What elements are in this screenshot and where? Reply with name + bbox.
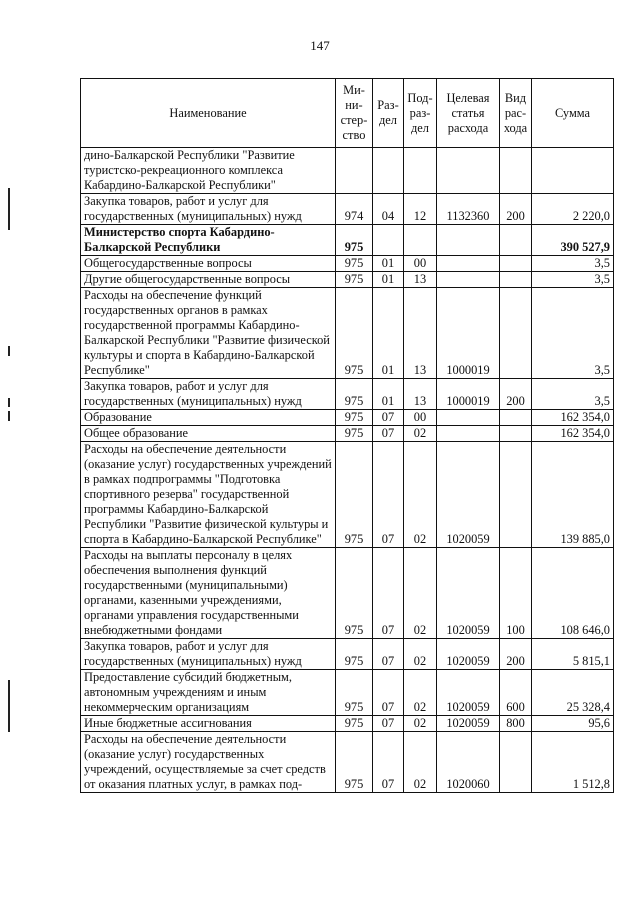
row-section: 07 (373, 410, 404, 426)
row-sum: 2 220,0 (532, 194, 614, 225)
row-name: дино-Балкарской Республики "Развитие туристско-рекреационного комплекса Кабардино-Балкарской Республики" (81, 148, 336, 194)
row-name: Расходы на обеспечение деятельности (оказание услуг) государственных учреждений, осуществляемые за счет средств от оказания платных услуг, в рамках под- (81, 732, 336, 793)
table-row (81, 670, 614, 716)
header-name: Наименование (81, 79, 336, 148)
table-row (81, 256, 614, 272)
row-section: 07 (373, 639, 404, 670)
row-target-article (437, 225, 500, 256)
row-sum: 108 646,0 (532, 548, 614, 639)
row-expense-kind: 100 (500, 548, 532, 639)
table-row (81, 272, 614, 288)
header-expense-kind: Вид рас- хода (500, 79, 532, 148)
row-subsection: 02 (404, 548, 437, 639)
row-subsection (404, 148, 437, 194)
row-subsection: 02 (404, 639, 437, 670)
row-subsection: 02 (404, 442, 437, 548)
header-sum: Сумма (532, 79, 614, 148)
row-target-article: 1132360 (437, 194, 500, 225)
row-name: Другие общегосударственные вопросы (81, 272, 336, 288)
row-section: 01 (373, 272, 404, 288)
row-ministry: 975 (336, 288, 373, 379)
row-subsection: 02 (404, 732, 437, 793)
table-row (81, 410, 614, 426)
row-sum: 3,5 (532, 272, 614, 288)
row-target-article (437, 272, 500, 288)
row-name: Образование (81, 410, 336, 426)
row-ministry: 975 (336, 426, 373, 442)
row-sum: 3,5 (532, 256, 614, 272)
table-row (81, 716, 614, 732)
scan-artifact-mark (8, 411, 10, 421)
row-expense-kind (500, 410, 532, 426)
row-subsection: 02 (404, 716, 437, 732)
row-section: 01 (373, 256, 404, 272)
row-subsection: 13 (404, 288, 437, 379)
table-row (81, 639, 614, 670)
row-target-article (437, 256, 500, 272)
page-number: 147 (310, 38, 330, 53)
table-row (81, 379, 614, 410)
row-name: Общегосударственные вопросы (81, 256, 336, 272)
row-target-article: 1020059 (437, 639, 500, 670)
row-sum: 3,5 (532, 379, 614, 410)
row-name: Закупка товаров, работ и услуг для государственных (муниципальных) нужд (81, 379, 336, 410)
header-section: Раз- дел (373, 79, 404, 148)
row-expense-kind (500, 256, 532, 272)
table-row (81, 732, 614, 793)
header-subsection: Под- раз- дел (404, 79, 437, 148)
row-name: Расходы на обеспечение деятельности (оказание услуг) государственных учреждений в рамках подпрограммы "Подготовка спортивного резерва" государственной программы Кабардино-Балкарской Республики "Развитие физической культуры и спорта в Кабардино-Балкарской Республике" (81, 442, 336, 548)
row-expense-kind: 600 (500, 670, 532, 716)
row-expense-kind: 200 (500, 639, 532, 670)
row-subsection (404, 225, 437, 256)
table-row (81, 426, 614, 442)
row-sum: 5 815,1 (532, 639, 614, 670)
row-ministry: 975 (336, 442, 373, 548)
row-expense-kind: 200 (500, 194, 532, 225)
row-section (373, 225, 404, 256)
row-ministry: 975 (336, 410, 373, 426)
row-sum: 162 354,0 (532, 410, 614, 426)
row-subsection: 00 (404, 256, 437, 272)
row-section: 01 (373, 379, 404, 410)
row-sum: 1 512,8 (532, 732, 614, 793)
table-row (81, 194, 614, 225)
row-section: 07 (373, 670, 404, 716)
row-target-article: 1000019 (437, 288, 500, 379)
row-name: Расходы на обеспечение функций государственных органов в рамках государственной программы Кабардино-Балкарской Республики "Развитие физической культуры и спорта в Кабардино-Балкарской Республике" (81, 288, 336, 379)
row-section: 07 (373, 716, 404, 732)
row-name: Закупка товаров, работ и услуг для государственных (муниципальных) нужд (81, 639, 336, 670)
header-row (81, 79, 614, 148)
row-name: Предоставление субсидий бюджетным, автономным учреждениям и иным некоммерческим организациям (81, 670, 336, 716)
row-ministry (336, 148, 373, 194)
row-name: Расходы на выплаты персоналу в целях обеспечения выполнения функций государственными (муниципальными) органами, казенными учреждениями, органами управления государственными внебюджетными фондами (81, 548, 336, 639)
row-ministry: 974 (336, 194, 373, 225)
scan-artifact-mark (8, 346, 10, 356)
row-target-article (437, 148, 500, 194)
row-target-article: 1020059 (437, 442, 500, 548)
header-target-article: Целевая статья расхода (437, 79, 500, 148)
row-expense-kind: 200 (500, 379, 532, 410)
row-sum: 139 885,0 (532, 442, 614, 548)
row-target-article (437, 426, 500, 442)
row-expense-kind (500, 225, 532, 256)
row-ministry: 975 (336, 256, 373, 272)
row-subsection: 13 (404, 272, 437, 288)
row-target-article: 1020060 (437, 732, 500, 793)
row-expense-kind: 800 (500, 716, 532, 732)
row-ministry: 975 (336, 548, 373, 639)
row-ministry: 975 (336, 732, 373, 793)
table-row (81, 225, 614, 256)
row-target-article: 1000019 (437, 379, 500, 410)
row-section: 07 (373, 426, 404, 442)
row-target-article: 1020059 (437, 670, 500, 716)
row-sum: 25 328,4 (532, 670, 614, 716)
row-sum: 162 354,0 (532, 426, 614, 442)
row-section: 04 (373, 194, 404, 225)
row-target-article (437, 410, 500, 426)
row-section: 07 (373, 548, 404, 639)
row-target-article: 1020059 (437, 548, 500, 639)
row-expense-kind (500, 148, 532, 194)
budget-table (80, 78, 614, 793)
row-ministry: 975 (336, 272, 373, 288)
row-expense-kind (500, 288, 532, 379)
row-ministry: 975 (336, 716, 373, 732)
row-ministry: 975 (336, 670, 373, 716)
row-name: Иные бюджетные ассигнования (81, 716, 336, 732)
row-section: 01 (373, 288, 404, 379)
row-ministry: 975 (336, 225, 373, 256)
row-target-article: 1020059 (437, 716, 500, 732)
row-sum: 95,6 (532, 716, 614, 732)
scan-artifact-mark (8, 680, 10, 732)
row-sum: 3,5 (532, 288, 614, 379)
table-row (81, 548, 614, 639)
header-ministry: Ми- ни- стер- ство (336, 79, 373, 148)
row-name: Общее образование (81, 426, 336, 442)
row-section: 07 (373, 442, 404, 548)
scan-artifact-mark (8, 188, 10, 230)
row-sum: 390 527,9 (532, 225, 614, 256)
row-ministry: 975 (336, 639, 373, 670)
row-subsection: 13 (404, 379, 437, 410)
row-expense-kind (500, 272, 532, 288)
row-subsection: 00 (404, 410, 437, 426)
row-expense-kind (500, 426, 532, 442)
row-ministry: 975 (336, 379, 373, 410)
table-row (81, 148, 614, 194)
row-sum (532, 148, 614, 194)
row-expense-kind (500, 732, 532, 793)
table-row (81, 442, 614, 548)
table-row (81, 288, 614, 379)
scan-artifact-mark (8, 398, 10, 407)
row-subsection: 02 (404, 670, 437, 716)
row-subsection: 02 (404, 426, 437, 442)
row-expense-kind (500, 442, 532, 548)
row-section (373, 148, 404, 194)
row-name: Министерство спорта Кабардино-Балкарской Республики (81, 225, 336, 256)
row-name: Закупка товаров, работ и услуг для государственных (муниципальных) нужд (81, 194, 336, 225)
row-section: 07 (373, 732, 404, 793)
row-subsection: 12 (404, 194, 437, 225)
